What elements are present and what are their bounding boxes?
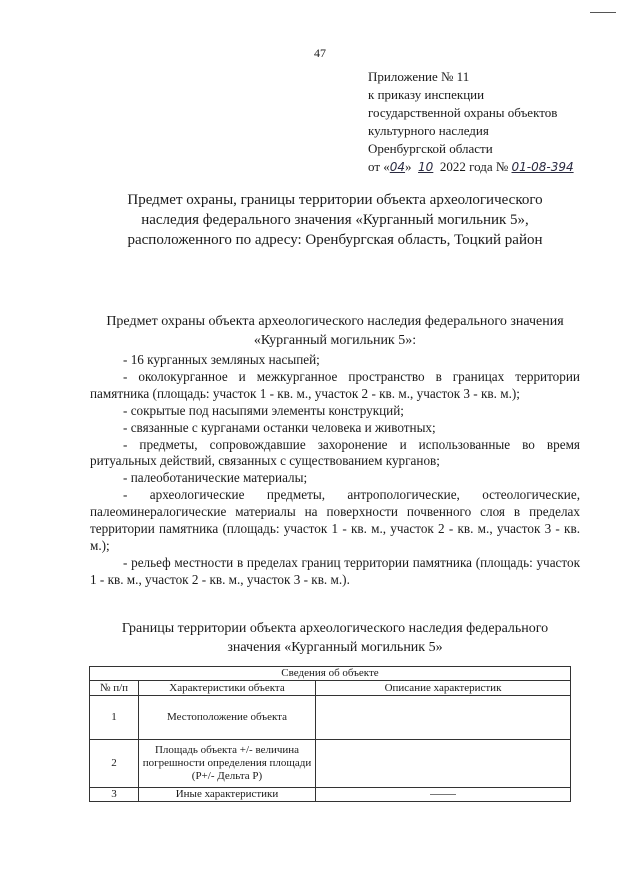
list-item: - связанные с курганами останки человека и животных; <box>123 419 436 435</box>
list-item: - сокрытые под насыпями элементы конструкций; <box>123 402 404 418</box>
appendix-line-1: Приложение № 11 <box>368 69 470 84</box>
table-header-description: Описание характеристик <box>316 681 571 696</box>
protection-subject-heading: Предмет охраны объекта археологического наследия федерального значения «Курганный могильник 5»: <box>106 314 564 348</box>
list-item: - околокурганное и межкурганное пространство в границах территории памятника (площадь: участок 1 - кв. м., участок 2 - кв. м., участок 3 - кв. м.); <box>90 368 580 401</box>
protection-items-list <box>90 352 580 589</box>
date-mid: » <box>405 159 412 174</box>
empty-dash <box>430 794 456 795</box>
list-item: - археологические предметы, антропологические, остеологические, палеоминералогические материалы на поверхности почвенного слоя в пределах территории памятника (площадь: участок 1 - кв. м., участок 2 - кв. м., участок 3 - кв. м.); <box>90 487 580 553</box>
table-caption: Сведения об объекте <box>90 667 571 681</box>
row-description <box>316 740 571 788</box>
appendix-date-line <box>368 158 638 176</box>
row-description <box>316 696 571 740</box>
object-info-table <box>89 666 571 802</box>
date-day-handwritten: 04 <box>389 160 406 174</box>
list-item: - предметы, сопровождавшие захоронение и использованные во время ритуальных действий, связанных с существованием курганов; <box>90 436 580 469</box>
appendix-block <box>368 68 638 176</box>
page-corner-mark <box>590 12 616 13</box>
table-header-characteristic: Характеристики объекта <box>139 681 316 696</box>
table-row <box>90 788 571 802</box>
list-item: - рельеф местности в пределах границ территории памятника (площадь: участок 1 - кв. м., участок 2 - кв. м., участок 3 - кв. м.). <box>90 554 580 587</box>
row-characteristic: Местоположение объекта <box>139 696 316 740</box>
list-item: - палеоботанические материалы; <box>123 470 308 486</box>
list-item: - 16 курганных земляных насыпей; <box>123 352 320 367</box>
order-number-handwritten: 01-08-394 <box>511 160 574 174</box>
row-number: 1 <box>90 696 139 740</box>
table-header-number: № п/п <box>90 681 139 696</box>
row-number: 3 <box>90 788 139 802</box>
date-month-handwritten: 10 <box>418 160 434 174</box>
row-number: 2 <box>90 740 139 788</box>
table-row <box>90 696 571 740</box>
row-characteristic: Иные характеристики <box>139 788 316 802</box>
table-row <box>90 740 571 788</box>
boundaries-heading: Границы территории объекта археологического наследия федерального значения «Курганный могильник 5» <box>121 621 549 655</box>
page-number: 47 <box>314 46 326 60</box>
row-description <box>316 788 571 802</box>
appendix-line-2: к приказу инспекции <box>368 87 485 102</box>
appendix-line-5: Оренбургской области <box>368 141 493 156</box>
row-characteristic: Площадь объекта +/- величина погрешности определения площади (Р+/- Дельта Р) <box>139 740 316 788</box>
date-prefix: от « <box>368 159 390 174</box>
date-year: 2022 года № <box>439 159 509 174</box>
appendix-line-3: государственной охраны объектов <box>368 105 558 120</box>
document-title: Предмет охраны, границы территории объекта археологического наследия федерального значения «Курганный могильник 5», расположенного по адресу: Оренбургская область, Тоцкий район <box>127 192 543 248</box>
appendix-line-4: культурного наследия <box>368 123 489 138</box>
